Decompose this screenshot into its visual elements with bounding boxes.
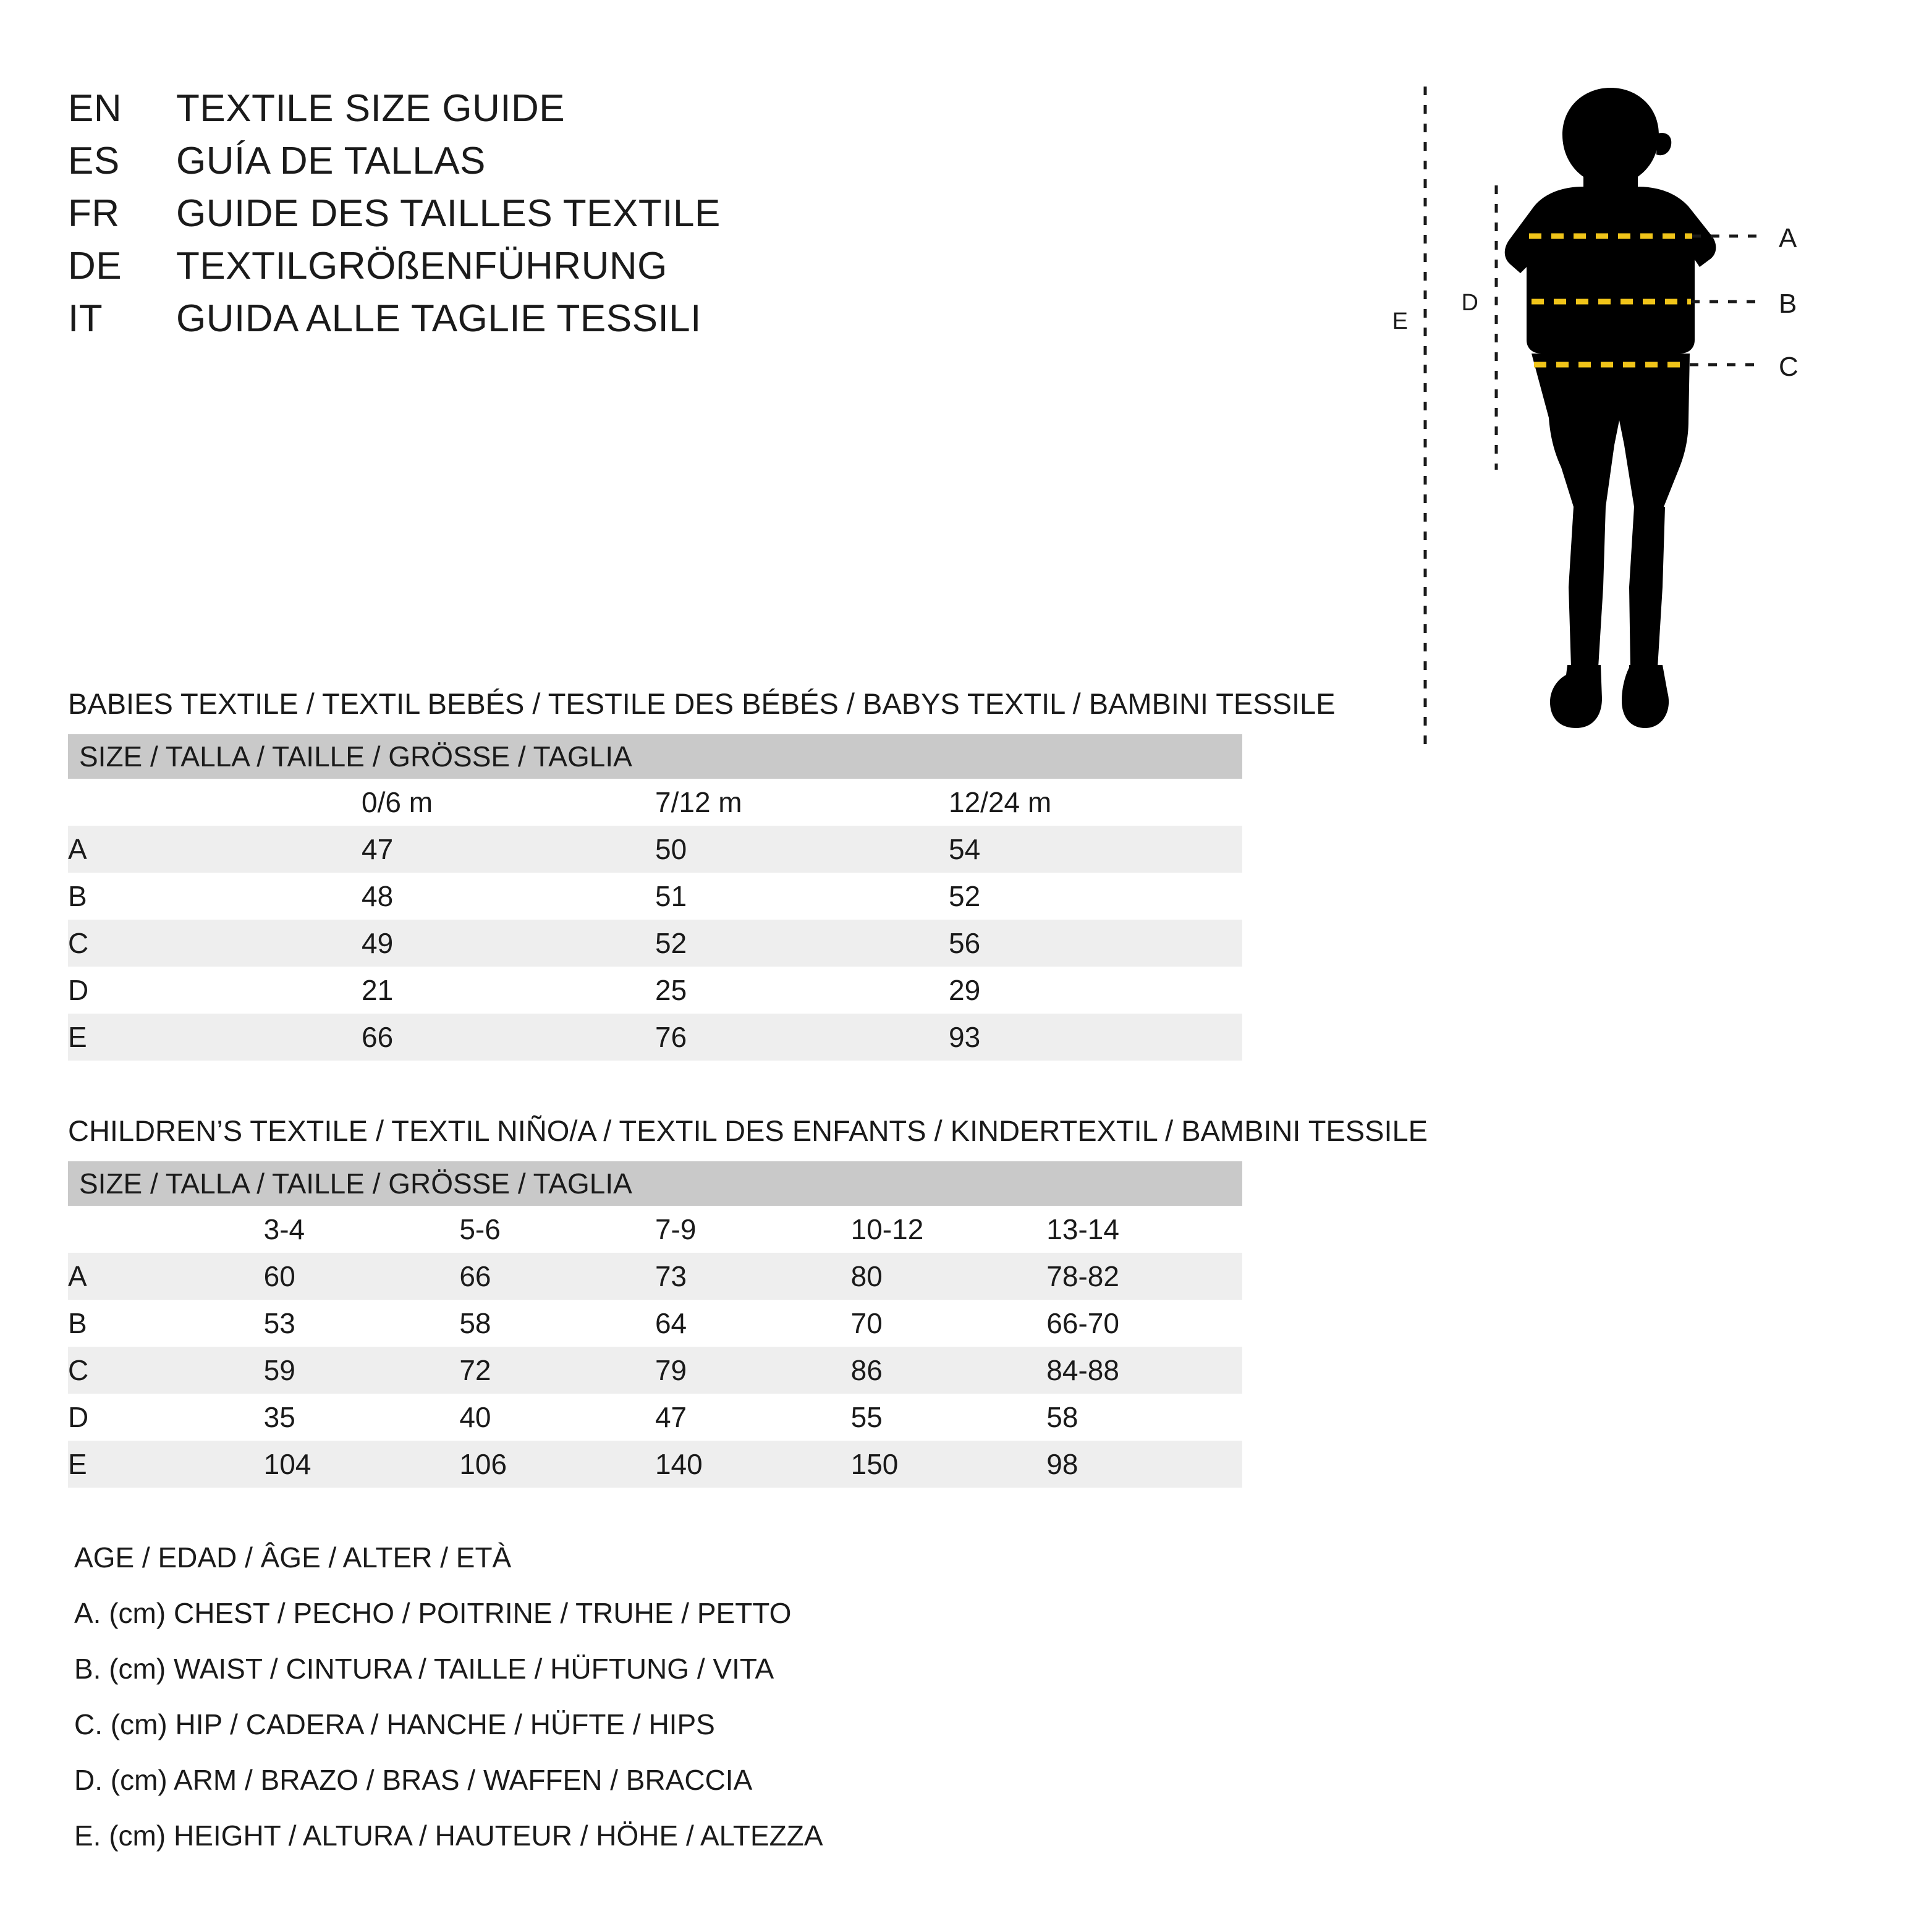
children-col-3: 10-12 — [851, 1206, 1047, 1253]
babies-row-label-d: D — [68, 967, 362, 1014]
babies-d-1: 25 — [655, 967, 949, 1014]
children-e-0: 104 — [264, 1441, 460, 1488]
babies-b-0: 48 — [362, 873, 655, 920]
babies-c-0: 49 — [362, 920, 655, 967]
babies-corner-cell — [68, 779, 362, 826]
title-lang-fr: FR — [68, 192, 120, 235]
children-b-2: 64 — [655, 1300, 851, 1347]
children-col-4: 13-14 — [1046, 1206, 1242, 1253]
children-d-0: 35 — [264, 1394, 460, 1441]
label-c: C — [1779, 352, 1799, 382]
title-lang-it: IT — [68, 297, 103, 340]
table-row — [68, 967, 1242, 1014]
table-row — [68, 1014, 1242, 1061]
body-measurement-diagram — [1388, 74, 1858, 766]
babies-table-wrap — [68, 734, 1242, 1061]
table-row — [68, 1347, 1242, 1394]
babies-c-1: 52 — [655, 920, 949, 967]
children-a-2: 73 — [655, 1253, 851, 1300]
legend-waist: B. (cm) WAIST / CINTURA / TAILLE / HÜFTUNG / VITA — [74, 1653, 774, 1685]
babies-b-1: 51 — [655, 873, 949, 920]
babies-heading: BABIES TEXTILE / TEXTIL BEBÉS / TESTILE DES BÉBÉS / BABYS TEXTIL / BAMBINI TESSILE — [68, 687, 1336, 720]
babies-row-label-a: A — [68, 826, 362, 873]
title-text-de: TEXTILGRÖßENFÜHRUNG — [176, 245, 667, 287]
children-e-3: 150 — [851, 1441, 1047, 1488]
children-corner-cell — [68, 1206, 264, 1253]
children-col-2: 7-9 — [655, 1206, 851, 1253]
table-row — [68, 1253, 1242, 1300]
babies-col-0: 0/6 m — [362, 779, 655, 826]
children-a-4: 78-82 — [1046, 1253, 1242, 1300]
label-e: E — [1392, 308, 1408, 334]
table-row — [68, 1441, 1242, 1488]
measurement-legend — [68, 1541, 1858, 1852]
children-c-3: 86 — [851, 1347, 1047, 1394]
label-d: D — [1461, 290, 1478, 316]
babies-a-0: 47 — [362, 826, 655, 873]
children-a-1: 66 — [459, 1253, 655, 1300]
table-row — [68, 826, 1242, 873]
babies-col-1: 7/12 m — [655, 779, 949, 826]
children-row-label-c: C — [68, 1347, 264, 1394]
children-e-1: 106 — [459, 1441, 655, 1488]
babies-d-2: 29 — [949, 967, 1242, 1014]
babies-col-2: 12/24 m — [949, 779, 1242, 826]
babies-size-table — [68, 734, 1242, 1061]
title-row-de — [68, 244, 1428, 288]
children-c-1: 72 — [459, 1347, 655, 1394]
children-d-2: 47 — [655, 1394, 851, 1441]
children-size-header: SIZE / TALLA / TAILLE / GRÖSSE / TAGLIA — [68, 1161, 1242, 1206]
children-a-0: 60 — [264, 1253, 460, 1300]
table-row — [68, 873, 1242, 920]
title-lang-de: DE — [68, 245, 122, 287]
title-text-fr: GUIDE DES TAILLES TEXTILE — [176, 192, 721, 235]
children-size-table — [68, 1161, 1242, 1488]
babies-row-label-b: B — [68, 873, 362, 920]
children-section — [68, 1114, 1858, 1488]
children-d-4: 58 — [1046, 1394, 1242, 1441]
babies-d-0: 21 — [362, 967, 655, 1014]
babies-size-header: SIZE / TALLA / TAILLE / GRÖSSE / TAGLIA — [68, 734, 1242, 779]
children-e-4: 98 — [1046, 1441, 1242, 1488]
title-block — [68, 87, 1428, 341]
title-lang-en: EN — [68, 87, 122, 130]
babies-a-2: 54 — [949, 826, 1242, 873]
child-silhouette — [1505, 88, 1716, 728]
legend-height: E. (cm) HEIGHT / ALTURA / HAUTEUR / HÖHE / ALTEZZA — [74, 1820, 823, 1852]
babies-size-header-row — [68, 734, 1242, 779]
children-b-0: 53 — [264, 1300, 460, 1347]
children-b-4: 66-70 — [1046, 1300, 1242, 1347]
children-column-header-row — [68, 1206, 1242, 1253]
children-d-3: 55 — [851, 1394, 1047, 1441]
children-heading: CHILDREN’S TEXTILE / TEXTIL NIÑO/A / TEXTIL DES ENFANTS / KINDERTEXTIL / BAMBINI TESSILE — [68, 1114, 1428, 1147]
title-text-en: TEXTILE SIZE GUIDE — [176, 87, 566, 130]
children-size-header-row — [68, 1161, 1242, 1206]
babies-row-label-e: E — [68, 1014, 362, 1061]
babies-e-1: 76 — [655, 1014, 949, 1061]
title-row-fr — [68, 192, 1428, 235]
babies-c-2: 56 — [949, 920, 1242, 967]
babies-column-header-row — [68, 779, 1242, 826]
children-c-4: 84-88 — [1046, 1347, 1242, 1394]
children-row-label-d: D — [68, 1394, 264, 1441]
children-table-wrap — [68, 1161, 1242, 1488]
legend-chest: A. (cm) CHEST / PECHO / POITRINE / TRUHE / PETTO — [74, 1597, 792, 1629]
children-col-0: 3-4 — [264, 1206, 460, 1253]
children-c-2: 79 — [655, 1347, 851, 1394]
title-row-es — [68, 139, 1428, 183]
children-b-1: 58 — [459, 1300, 655, 1347]
children-d-1: 40 — [459, 1394, 655, 1441]
babies-row-label-c: C — [68, 920, 362, 967]
legend-hip: C. (cm) HIP / CADERA / HANCHE / HÜFTE / HIPS — [74, 1708, 715, 1740]
children-row-label-a: A — [68, 1253, 264, 1300]
babies-e-2: 93 — [949, 1014, 1242, 1061]
title-row-it — [68, 297, 1428, 341]
label-a: A — [1779, 223, 1797, 253]
children-c-0: 59 — [264, 1347, 460, 1394]
children-row-label-e: E — [68, 1441, 264, 1488]
children-col-1: 5-6 — [459, 1206, 655, 1253]
children-b-3: 70 — [851, 1300, 1047, 1347]
title-row-en — [68, 87, 1428, 130]
title-lang-es: ES — [68, 140, 120, 182]
children-a-3: 80 — [851, 1253, 1047, 1300]
legend-arm: D. (cm) ARM / BRAZO / BRAS / WAFFEN / BRACCIA — [74, 1764, 753, 1796]
table-row — [68, 1394, 1242, 1441]
children-row-label-b: B — [68, 1300, 264, 1347]
babies-a-1: 50 — [655, 826, 949, 873]
legend-age: AGE / EDAD / ÂGE / ALTER / ETÀ — [74, 1541, 512, 1574]
babies-b-2: 52 — [949, 873, 1242, 920]
table-row — [68, 1300, 1242, 1347]
children-e-2: 140 — [655, 1441, 851, 1488]
title-text-es: GUÍA DE TALLAS — [176, 140, 486, 182]
babies-e-0: 66 — [362, 1014, 655, 1061]
table-row — [68, 920, 1242, 967]
title-text-it: GUIDA ALLE TAGLIE TESSILI — [176, 297, 701, 340]
label-b: B — [1779, 289, 1797, 319]
